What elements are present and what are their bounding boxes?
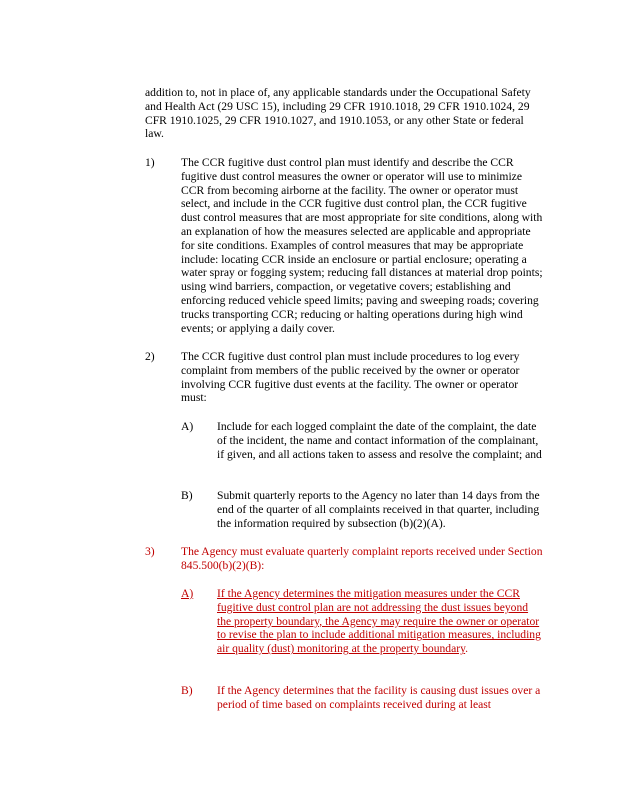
item-2b-text: Submit quarterly reports to the Agency no later than 14 days from the end of the quarter of all complaints received in that quarter, including the information required by subsection (b)(2)(A). (217, 489, 540, 530)
item-1-number: 1) (145, 156, 155, 169)
intro-paragraph: addition to, not in place of, any applicable standards under the Occupational Safety and Health Act (29 USC 15), including 29 CFR 1910.1018, 29 CFR 1910.1024, 29 CFR 1910.1025, 29 CFR 1910.1027, and 1910.1053, or any other State or federal law. (145, 86, 531, 141)
item-3-text: The Agency must evaluate quarterly complaint reports received under Section 845.500(b)(2)(B): (181, 545, 543, 572)
item-3a-text-tail: . (465, 642, 469, 656)
item-1-text: The CCR fugitive dust control plan must identify and describe the CCR fugitive dust control measures the owner or operator will use to minimize CCR from becoming airborne at the facility. The owner or operator must select, and include in the CCR fugitive dust control plan, the CCR fugitive dust control measures that are most appropriate for site conditions, along with an explanation of how the measures selected are applicable and appropriate for site conditions. Examples of control measures that may be appropriate include: locating CCR inside an enclosure or partial enclosure; operating a water spray or fogging system; reducing fall distances at material drop points; using wind barriers, compaction, or vegetative covers; establishing and enforcing reduced vehicle speed limits; paving and sweeping roads; covering trucks transporting CCR; reducing or halting operations during high wind events; or applying a daily cover. (181, 156, 543, 335)
item-2a-text: Include for each logged complaint the date of the complaint, the date of the incident, the name and contact information of the complainant, if given, and all actions taken to assess and resolve the complaint; and (217, 420, 542, 461)
item-2-text: The CCR fugitive dust control plan must include procedures to log every complaint from members of the public received by the owner or operator involving CCR fugitive dust events at the facility. The owner or operator must: (181, 350, 520, 405)
item-3a-underlined-text: If the Agency determines the mitigation measures under the CCR fugitive dust control plan are not addressing the dust issues beyond the property boundary, the Agency may require the owner or operator to revise the plan to include additional mitigation measures, including air quality (dust) monitoring at the property boundary (217, 587, 541, 656)
item-3a-text (217, 587, 542, 656)
item-2a-letter: A) (181, 420, 194, 433)
item-2-number: 2) (145, 350, 155, 363)
item-3a-letter: A) (181, 587, 194, 600)
item-3b-letter: B) (181, 684, 193, 697)
item-3-number: 3) (145, 545, 155, 558)
item-2b-letter: B) (181, 489, 193, 502)
item-3b-text: If the Agency determines that the facility is causing dust issues over a period of time based on complaints received during at least (217, 684, 541, 711)
